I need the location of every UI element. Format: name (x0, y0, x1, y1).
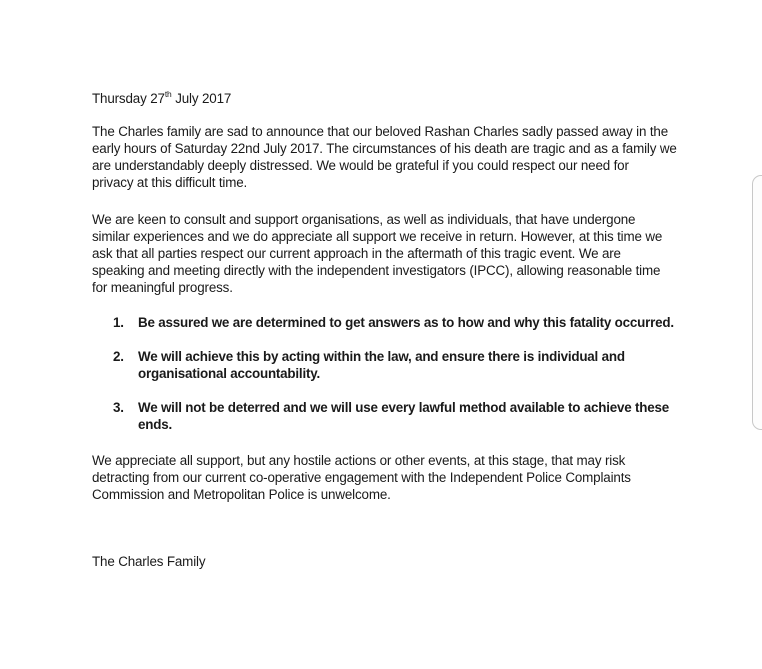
paragraph-line: detracting from our current co-operative engagement with the Independent Police Complaints (92, 470, 631, 485)
paragraph-line: The Charles family are sad to announce that our beloved Rashan Charles sadly passed away in the (92, 124, 669, 139)
paragraph-line: ask that all parties respect our current approach in the aftermath of this tragic event. We are (92, 246, 621, 261)
list-item-number: 2. (113, 349, 124, 364)
date-weekday: Thursday (92, 91, 147, 106)
date-month-year: July 2017 (175, 91, 232, 106)
side-panel-edge (752, 175, 762, 430)
paragraph-line: speaking and meeting directly with the independent investigators (IPCC), allowing reasonable time (92, 263, 661, 278)
paragraph-line: We appreciate all support, but any hostile actions or other events, at this stage, that may risk (92, 453, 626, 468)
statement-date (92, 90, 231, 107)
paragraph-closing (92, 452, 631, 503)
list-item-number: 3. (113, 400, 124, 415)
list-item (113, 399, 674, 433)
list-item-number: 1. (113, 315, 124, 330)
paragraph-line: privacy at this difficult time. (92, 175, 248, 190)
list-item-line: ends. (138, 417, 172, 432)
date-day: 27 (150, 91, 165, 106)
paragraph-approach (92, 211, 662, 296)
paragraph-line: early hours of Saturday 22nd July 2017. The circumstances of his death are tragic and as a family we (92, 141, 677, 156)
date-day-suffix: th (164, 89, 172, 99)
paragraph-line: similar experiences and we do appreciate all support we receive in return. However, at this time we (92, 229, 663, 244)
paragraph-line: We are keen to consult and support organisations, as well as individuals, that have undergone (92, 212, 636, 227)
signoff: The Charles Family (92, 554, 206, 569)
numbered-points-list (113, 314, 674, 450)
list-item-line: We will not be deterred and we will use every lawful method available to achieve these (138, 400, 669, 415)
list-item-line: Be assured we are determined to get answers as to how and why this fatality occurred. (138, 315, 674, 330)
paragraph-line: for meaningful progress. (92, 280, 233, 295)
list-item-line: We will achieve this by acting within the law, and ensure there is individual and (138, 349, 625, 364)
paragraph-line: are understandably deeply distressed. We would be grateful if you could respect our need for (92, 158, 629, 173)
paragraph-line: Commission and Metropolitan Police is unwelcome. (92, 487, 391, 502)
list-item-line: organisational accountability. (138, 366, 320, 381)
list-item (113, 348, 674, 382)
list-item (113, 314, 674, 331)
paragraph-announcement (92, 123, 677, 191)
